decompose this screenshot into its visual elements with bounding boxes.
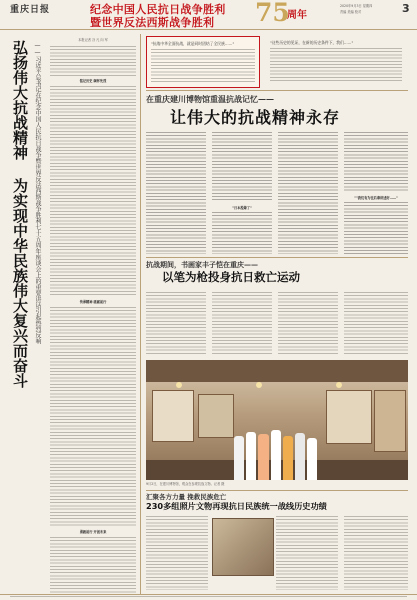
anniversary-unit: 周年 — [287, 10, 307, 21]
second-feature-kicker: 抗战期间，书画家丰子恺在重庆—— — [146, 260, 258, 269]
text-column — [146, 292, 206, 356]
bottom-feature-headline: 230多组照片文物再现抗日民族统一战线历史功绩 — [146, 501, 327, 511]
lamp — [256, 382, 262, 388]
second-feature-body — [146, 292, 408, 356]
left-subhead: ——习近平总书记在纪念中国人民抗日战争暨世界反法西斯战争胜利七十五周年座谈会上的重要讲话引起热烈反响 — [34, 42, 41, 344]
masthead-rule — [0, 29, 417, 30]
paragraph-block — [50, 537, 136, 593]
main-feature-body — [146, 132, 408, 254]
visitor-figure — [234, 436, 244, 480]
column-divider — [140, 34, 141, 594]
quote-text-block — [270, 48, 402, 82]
photo-caption: 9月2日，在建川博物馆，观众在参观抗战文物。记者 摄 — [146, 482, 225, 486]
visitor-figure — [295, 433, 305, 480]
main-feature-subhead-2: ""我们有为往后辈讲述好……" — [354, 196, 398, 200]
visitor-figure — [307, 438, 317, 480]
quote-text-block — [151, 49, 255, 83]
text-column — [212, 132, 272, 202]
main-feature-subhead-1: "日本投降了" — [232, 206, 252, 210]
banner-line-1: 纪念中国人民抗日战争胜利 — [90, 3, 226, 16]
paragraph-block — [50, 307, 136, 527]
newspaper-logo: 重庆日报 — [10, 5, 51, 15]
bottom-feature-kicker: 汇聚各方力量 挽救民族危亡 — [146, 493, 227, 501]
edition-line: 责编 美编 校对 — [340, 10, 362, 14]
section-head-3: 勇毅前行 开创未来 — [79, 530, 107, 534]
left-headline: 弘扬伟大抗战精神 为实现中华民族伟大复兴而奋斗 — [11, 40, 29, 388]
masthead — [0, 0, 417, 30]
paragraph-block — [50, 46, 136, 76]
second-feature-headline: 以笔为枪投身抗日救亡运动 — [162, 270, 300, 284]
main-feature-kicker: 在重庆建川博物馆重温抗战记忆—— — [146, 94, 274, 104]
main-feature-headline: 让伟大的抗战精神永存 — [170, 108, 341, 127]
text-column — [278, 292, 338, 356]
text-column — [344, 132, 408, 192]
quote-box-2: "这些历史的见证，在新的历史条件下，我们……" — [266, 36, 406, 86]
date-line: 2020年9月3日 星期四 — [340, 4, 373, 8]
photo-ceiling — [146, 360, 408, 382]
byline: 本报记者 谷 凡 向 军 — [78, 38, 108, 42]
exhibit-panel — [152, 390, 194, 442]
page-number: 3 — [402, 2, 410, 15]
main-feature-header — [146, 94, 408, 128]
paragraph-block — [50, 86, 136, 296]
left-article-body — [50, 38, 136, 593]
text-column — [146, 516, 208, 590]
anniversary-number: 75 — [255, 0, 290, 27]
footer-ads-line — [10, 596, 407, 599]
text-column — [276, 516, 338, 590]
text-column — [212, 292, 272, 356]
visitor-figure — [246, 432, 256, 480]
visitor-figure — [271, 430, 281, 480]
visitor-figure — [258, 434, 269, 480]
lamp — [336, 382, 342, 388]
visitor-figure — [283, 436, 293, 480]
lamp — [176, 382, 182, 388]
section-head-1: 铭记历史 缅怀先烈 — [79, 79, 107, 83]
text-column — [146, 132, 206, 254]
text-column — [344, 292, 408, 356]
text-column — [344, 516, 408, 590]
section-head-2: 传承精神 砥砺前行 — [79, 300, 107, 304]
museum-photo — [146, 360, 408, 480]
bottom-feature-header — [146, 492, 408, 514]
second-feature-header — [146, 260, 408, 290]
exhibit-panel — [198, 394, 234, 438]
anniversary-emblem — [255, 0, 325, 28]
archive-photo — [212, 518, 274, 576]
section-rule — [146, 257, 408, 258]
exhibit-panel — [326, 390, 372, 444]
banner-line-2: 暨世界反法西斯战争胜利 — [90, 16, 215, 29]
footer-rule — [0, 594, 417, 595]
section-rule — [146, 490, 408, 491]
text-column — [212, 212, 272, 254]
bottom-feature-body — [146, 516, 408, 590]
text-column — [344, 202, 408, 254]
text-column — [278, 132, 338, 254]
section-rule — [146, 90, 408, 91]
quote-box-1: "抗战中华全面抗战，就是同时团结了全民族……" — [146, 36, 260, 88]
exhibit-panel — [374, 390, 406, 452]
